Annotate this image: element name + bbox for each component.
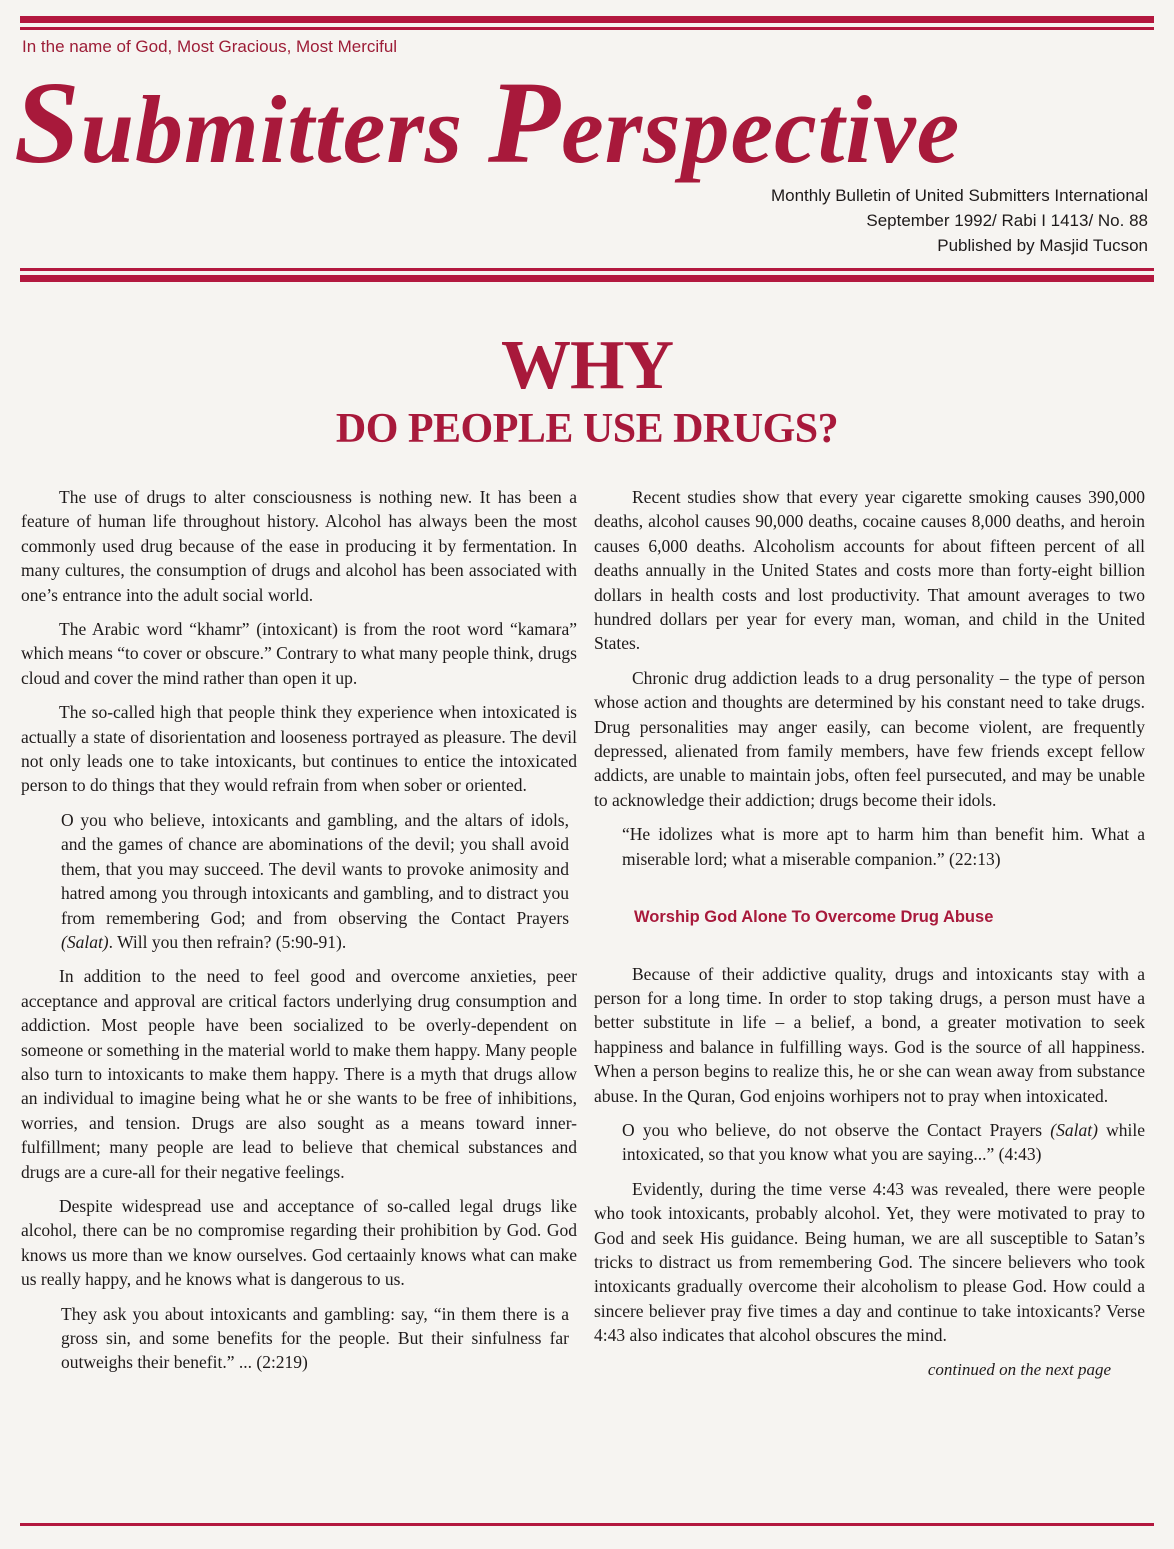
masthead-word-rest-2: erspective — [561, 76, 961, 183]
left-paragraph-5: Despite widespread use and acceptance of so-called legal drugs like alcohol, there can be no compromise regarding their prohibition by God. God knows us more than we know ourselves. God certaainly knows what can make us really happy, and he knows what is dangerous to us. — [21, 1195, 577, 1290]
left-paragraph-2: The Arabic word “khamr” (intoxicant) is from the root word “kamara” which means “to cover or obscure.” Contrary to what many people think, drugs cloud and cover the mind rather than open it up. — [21, 619, 577, 688]
article-left-column — [21, 485, 577, 1385]
bulletin-info — [771, 183, 1148, 258]
left-paragraph-3: The so-called high that people think they experience when intoxicated is actually a state of disorientation and looseness portrayed as pleasure. The devil not only leads one to take intoxicants, but continues to entice the intoxicated person to do things that they would refrain from when sober or oriented. — [21, 702, 577, 796]
masthead-title — [14, 55, 960, 191]
headline-sub: DO PEOPLE USE DRUGS? — [335, 406, 839, 452]
left-quote-1 — [61, 808, 569, 954]
continued-note: continued on the next page — [927, 1359, 1111, 1379]
left-quote-1-text: O you who believe, intoxicants and gambling, and the altars of idols, and the games of chance are abominations of the devil; you shall avoid them, that you may succeed. The devil wants to provoke animosity and hatred among you through intoxicants and gambling, and to distract you from remembering God; and from observing the Contact Prayers — [61, 809, 569, 928]
right-paragraph-4: Evidently, during the time verse 4:43 was revealed, there were people who took intoxicants, probably alcohol. Yet, they were motivated to pray to God and seek His guidance. Being human, we are all susceptible to Satan’s tricks to distract us from remembering God. The sincere believers who took intoxicants gradually overcome their alcoholism to please God. How could a sincere believer pray five times a day and continue to take intoxicants? Verse 4:43 also indicates that alcohol obscures the mind. — [594, 1178, 1145, 1346]
right-quote-2-text: O you who believe, do not observe the Contact Prayers — [622, 1119, 1051, 1140]
masthead-word-rest-1: ubmitters — [80, 76, 464, 183]
headline-main: WHY — [501, 327, 673, 404]
section-heading: Worship God Alone To Overcome Drug Abuse — [634, 908, 994, 927]
left-quote-1-italic: (Salat) — [61, 931, 109, 952]
left-paragraph-4: In addition to the need to feel good and overcome anxieties, peer acceptance and approval are critical factors underlying drug consumption and addiction. Most people have been socialized to be overly-dependent on someone or something in the material world to make them happy. Many people also turn to intoxicants to make them happy. There is a myth that drugs allow an individual to imagine being what he or she wants to be free of inhibitions, worries, and tension. Drugs are also sought as a means toward inner-fulfillment; many people are lead to believe that chemical substances and drugs are a cure-all for their negative feelings. — [21, 966, 577, 1182]
bottom-rule — [20, 1523, 1154, 1526]
masthead-initial-s: S — [14, 57, 81, 188]
left-quote-2: They ask you about intoxicants and gambling: say, “in them there is a gross sin, and some benefits for the people. But their sinfulness far outweighs their benefit.” ... (2:219) — [61, 1303, 569, 1373]
right-paragraph-1: Recent studies show that every year cigarette smoking causes 390,000 deaths, alcohol causes 90,000 deaths, cocaine causes 8,000 deaths, and heroin causes 6,000 deaths. Alcoholism accounts for about fifteen percent of all deaths annually in the United States and costs more than forty-eight billion dollars in health costs and lost productivity. That amount averages to two hundred dollars per year for every man, woman, and child in the United States. — [594, 487, 1145, 654]
bulletin-line-2: September 1992/ Rabi I 1413/ No. 88 — [866, 211, 1148, 230]
right-paragraph-2: Chronic drug addiction leads to a drug personality – the type of person whose action and thoughts are determined by his constant need to take drugs. Drug personalities may anger easily, can become violent, are frequently depressed, alienated from family members, have few friends except fellow addicts, are unable to maintain jobs, often feel pursecuted, and may be unable to acknowledge their addiction; drugs become their idols. — [594, 667, 1145, 810]
article-right-column — [594, 485, 1145, 1382]
bulletin-line-3: Published by Masjid Tucson — [937, 236, 1148, 255]
right-quote-2 — [622, 1118, 1145, 1167]
left-paragraph-1: The use of drugs to alter consciousness is nothing new. It has been a feature of human life throughout history. Alcohol has always been the most commonly used drug because of the ease in producing it by fermentation. In many cultures, the consumption of drugs and alcohol has been associated with one’s entrance into the adult social world. — [21, 487, 577, 605]
right-paragraph-3: Because of their addictive quality, drugs and intoxicants stay with a person for a long time. In order to stop taking drugs, a person must have a better substitute in life – a belief, a bond, a greater motivation to seek happiness and balance in fulfilling ways. God is the source of all happiness. When a person begins to realize this, he or she can wean away from substance abuse. In the Quran, God enjoins worhipers not to pray when intoxicated. — [594, 963, 1145, 1106]
right-quote-2-italic: (Salat) — [1050, 1119, 1098, 1140]
header-bottom-double-rule — [20, 268, 1154, 282]
left-quote-1-ref: . Will you then refrain? (5:90-91). — [108, 931, 347, 952]
header-invocation: In the name of God, Most Gracious, Most Merciful — [22, 37, 398, 56]
masthead-initial-p: P — [488, 57, 562, 188]
right-quote-2-ref: while intoxicated, so that you know what you are saying...” (4:43) — [622, 1119, 1145, 1165]
bulletin-line-1: Monthly Bulletin of United Submitters International — [770, 186, 1148, 205]
right-quote-1: “He idolizes what is more apt to harm him than benefit him. What a miserable lord; what a miserable companion.” (22:13) — [622, 824, 1145, 869]
top-double-rule — [20, 16, 1154, 30]
